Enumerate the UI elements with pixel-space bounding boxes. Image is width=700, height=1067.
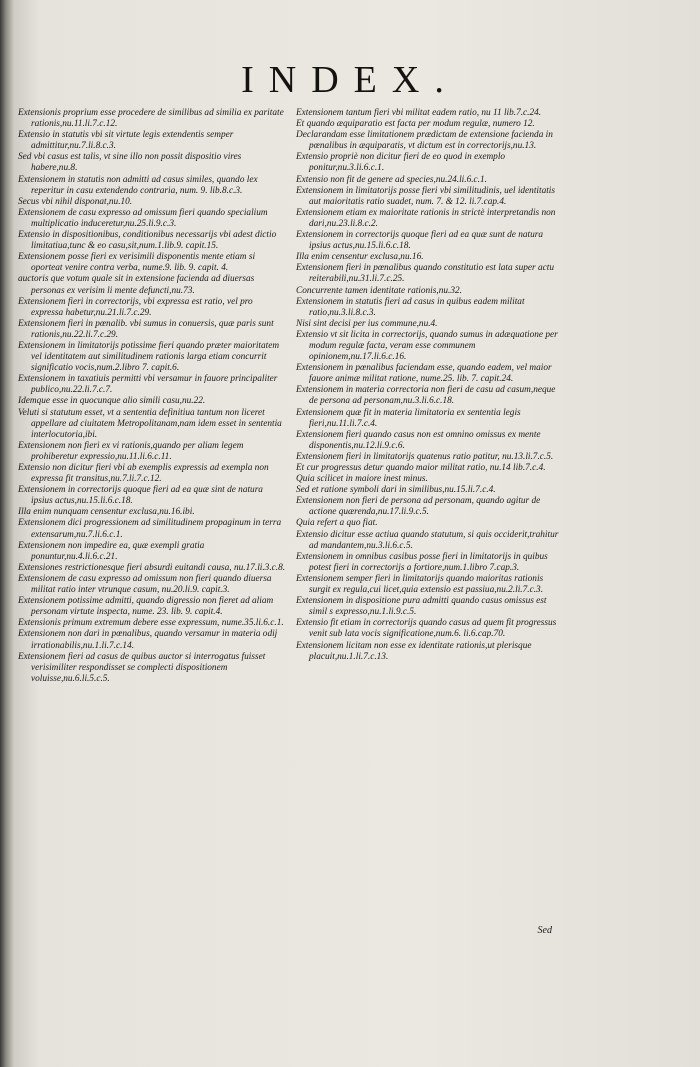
index-entry: Extensio fit etiam in correctorijs quando casus ad quem fit progressus venit sub lata vocis significatione,num.6. li.6.cap.70. xyxy=(296,618,557,640)
index-entry: Extensionem in statutis non admitti ad casus similes, quando lex reperitur in casu extendendo contraria, num. 9. lib.8.c.3. xyxy=(18,174,258,196)
index-entry: Extensio in dispositionibus, conditionibus necessarijs vbi adest dictio limitatiua,tunc & eo casu,sit,num.1.lib.9. capit.15. xyxy=(18,230,277,252)
index-entry: Illa enim nunquam censentur exclusa,nu.16.ibi. xyxy=(18,507,195,518)
index-entry: Extensio in statutis vbi sit virtute legis extendentis semper admittitur,nu.7.li.8.c.3. xyxy=(18,130,234,152)
index-entry: Extensionem licitam non esse ex identitate rationis,ut plerisque placuit,nu.1.li.7.c.13. xyxy=(296,640,532,662)
index-entry: Extensionem in statutis fieri ad casus in quibus eadem militat ratio,nu.3.li.8.c.3. xyxy=(296,296,525,318)
index-entry: Sed et ratione symboli dari in similibus,nu.15.li.7.c.4. xyxy=(296,485,496,496)
index-entry: Extensiones restrictionesque fieri absurdi euitandi causa, nu.17.li.3.c.8. xyxy=(18,562,286,573)
index-entry: Extensio vt sit licita in correctorijs, quando sumus in adæquatione per modum regulæ facta, veram esse communem opinionem,nu.17.li.6.c.16. xyxy=(296,329,558,363)
index-entry: Extensio dicitur esse actiua quando statutum, si quis occiderit,trahitur ad mandantem,nu.3.li.6.c.5. xyxy=(296,529,559,551)
index-entry: Extensionem potissime admitti, quando digressio non fieret ad aliam personam virtute inspecta, nume. 23. lib. 9. capit.4. xyxy=(18,596,274,618)
index-entry: Extensio non fit de genere ad species,nu.24.li.6.c.1. xyxy=(296,174,487,185)
index-entry: Nisi sint decisi per ius commune,nu.4. xyxy=(296,318,438,329)
index-entry: Extensionis proprium esse procedere de similibus ad similia ex paritate rationis,nu.11.li.7.c.12. xyxy=(18,108,284,130)
right-column xyxy=(296,108,564,663)
index-entry: Extensionem in dispositione pura admitti quando casus omissus est simil s expresso,nu.1.li.9.c.5. xyxy=(296,596,547,618)
index-entry: Quia refert a quo fiat. xyxy=(296,518,378,529)
index-entry: Extensionem in taxatiuis permitti vbi versamur in fauore principaliter publico,nu.22.li.7.c.7. xyxy=(18,374,278,396)
index-entry: Extensionem etiam ex maioritate rationis in strictè interpretandis non dari,nu.23.li.8.c.2. xyxy=(296,207,556,229)
index-entry: Extensionem de casu expresso ad omissum non fieri quando diuersa militat ratio inter vtrunque casum, nu.20.li.9. capit.3. xyxy=(18,573,272,596)
index-entry: auctoris que votum quale sit in extensione facienda ad diuersas personas ex verisim li mente defuncti,nu.73. xyxy=(18,274,255,296)
index-entry: Veluti si statutum esset, vt a sententia definitiua tantum non liceret appellare ad ciuitatem Metropolitanam,nam idem esset in sententia interlocutoria,ibi. xyxy=(18,407,282,440)
index-entry: Extensionem tantum fieri vbi militat eadem ratio, nu 11 lib.7.c.24. xyxy=(296,108,542,118)
index-entry: Extensionem fieri in pœnalibus quando constitutio est lata super actu reiterabili,nu.31.li.7.c.25. xyxy=(296,263,554,285)
index-entry: Extensionem in correctorijs quoque fieri ad ea quæ sint de natura ipsius actus,nu.15.li.6.c.18. xyxy=(18,485,263,507)
index-entry: Extensionem de casu expresso ad omissum fieri quando specialium multiplicatio induceretur,nu.25.li.9.c.3. xyxy=(18,207,268,229)
index-entry: Extensionem non impedire ea, quæ exempli gratia ponuntur,nu.4.li.6.c.21. xyxy=(18,540,205,562)
index-entry: Sed vbi casus est talis, vt sine illo non possit dispositio vires habere,nu.8. xyxy=(18,152,242,174)
index-entry: Extensionem non fieri de persona ad personam, quando agitur de actione quærenda,nu.17.li.9.c.5. xyxy=(296,496,541,518)
index-entry: Extensionem non fieri ex vi rationis,quando per aliam legem prohiberetur expressio,nu.11.li.6.c.11. xyxy=(18,440,244,462)
index-entry: Extensionem posse fieri ex verisimili disponentis mente etiam si oporteat venire contra verba, nume.9. lib. 9. capit. 4. xyxy=(18,252,256,274)
index-entry: Extensionem dici progressionem ad similitudinem propaginum in terra extensarum,nu.7.li.6.c.1. xyxy=(18,518,282,540)
index-entry: Extensionem in limitatorijs potissime fieri quando præter maioritatem vel identitatem aut similitudinem rationis larga etiam concurrit significatio vocis,num.2.libro 7. capit.6. xyxy=(18,340,280,374)
index-entry: Extensionem fieri quando casus non est omnino omissus ex mente disponentis,nu.12.li.9.c.6. xyxy=(296,429,541,451)
index-entry: Extensionem in omnibus casibus posse fieri in limitatorijs in quibus potest fieri in correctorijs a fortiore,num.1.libro 7.cap.3. xyxy=(296,551,548,573)
index-entry: Secus vbi nihil disponat,nu.10. xyxy=(18,196,133,207)
index-entry: Extensionem fieri in limitatorijs quatenus ratio patitur, nu.13.li.7.c.5. xyxy=(296,451,554,462)
index-title: INDEX. xyxy=(241,59,459,101)
index-entry: Extensionem in limitatorijs posse fieri vbi similitudinis, uel identitatis aut maioritatis ratio suadet, num. 7. & 12. li.7.cap.4. xyxy=(296,185,556,207)
catchword: Sed xyxy=(537,925,552,936)
index-entry: Extensionem fieri in correctorijs, vbi expressa est ratio, vel pro expressa habetur,nu.21.li.7.c.29. xyxy=(18,296,253,318)
index-entry: Quia scilicet in maiore inest minus. xyxy=(296,474,428,485)
index-entry: Et quando æquiparatio est facta per modum regulæ, numero 12. xyxy=(296,119,535,130)
index-entry: Extensionem fieri ad casus de quibus auctor si interrogatus fuisset verisimiliter respondisset se complecti dispositionem voluisse,nu.6.li.5.c.5. xyxy=(18,651,266,684)
index-entry: Declarandam esse limitationem prædictam de extensione facienda in pœnalibus in æquiparatis, vt dictum est in correctorijs,nu.13. xyxy=(296,130,553,152)
index-entry: Extensionem in materia correctoria non fieri de casu ad casum,neque de persona ad personam,nu.3.li.6.c.18. xyxy=(296,385,556,407)
index-entry: Et cur progressus detur quando maior militat ratio, nu.14 lib.7.c.4. xyxy=(296,463,546,473)
index-entry: Concurrente tamen identitate rationis,nu.32. xyxy=(296,285,462,296)
index-entry: Extensionem fieri in pœnalib. vbi sumus in conuersis, quæ paris sunt rationis,nu.22.li.7.c.29. xyxy=(18,318,274,340)
index-entry: Extensionem in correctorijs quoque fieri ad ea quæ sunt de natura ipsius actus,nu.15.li.6.c.18. xyxy=(296,230,544,252)
index-entry: Extensionis primum extremum debere esse expressum, nume.35.li.6.c.1. xyxy=(18,618,284,629)
index-entry: Idemque esse in quocunque alio simili casu,nu.22. xyxy=(18,396,206,407)
index-entry: Extensionem semper fieri in limitatorijs quando maioritas rationis surgit ex regula,cui licet,quia extensio est passiua,nu.2.li.7.c.3. xyxy=(296,573,544,596)
index-entry: Extensio propriè non dicitur fieri de eo quod in exemplo ponitur,nu.3.li.6.c.1. xyxy=(296,152,506,174)
index-entry: Extensionem in pœnalibus faciendam esse, quando eadem, vel maior fauore animæ militat ratione, nume.25. lib. 7. capit.24. xyxy=(296,363,552,385)
index-entry: Illa enim censentur exclusa,nu.16. xyxy=(296,252,424,263)
index-entry: Extensio non dicitur fieri vbi ab exemplis expressis ad exempla non expressa fit transitus,nu.7.li.7.c.12. xyxy=(18,463,269,485)
left-column xyxy=(18,108,286,685)
index-entry: Extensionem non dari in pœnalibus, quando versamur in materia odij irrationabilis,nu.1.li.7.c.14. xyxy=(18,629,278,651)
index-entry: Extensionem quæ fit in materia limitatoria ex sententia legis fieri,nu.11.li.7.c.4. xyxy=(296,407,521,429)
